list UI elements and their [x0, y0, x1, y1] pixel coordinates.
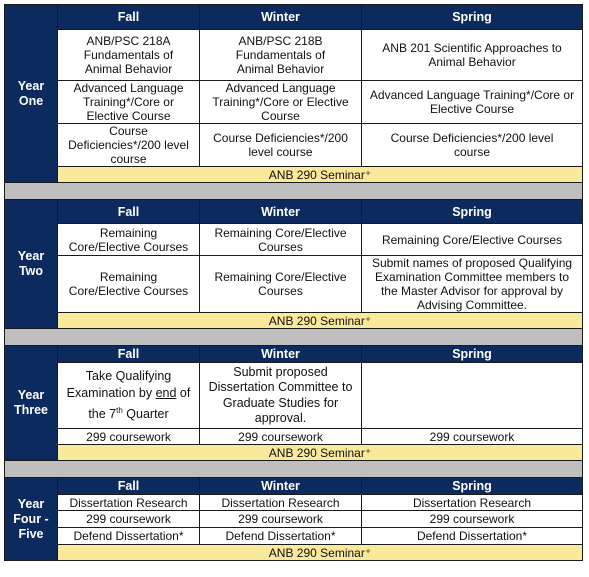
qualifying-text-underlined: end	[155, 385, 177, 400]
separator-band	[5, 183, 583, 200]
course-cell: Dissertation Research	[58, 495, 200, 511]
qualifying-text-part3: Quarter	[122, 407, 169, 422]
table-row	[5, 495, 583, 511]
course-cell: 299 coursework	[58, 511, 200, 528]
year-separator	[5, 461, 583, 478]
course-cell: 299 coursework	[200, 429, 362, 445]
year-separator	[5, 329, 583, 346]
column-header-fall: Fall	[58, 200, 200, 224]
year-separator	[5, 183, 583, 200]
table-row	[5, 363, 583, 429]
column-header-winter: Winter	[200, 200, 362, 224]
course-cell: Advanced Language Training*/Core or Elective Course	[200, 81, 362, 124]
table-row	[5, 81, 583, 124]
year-four-five-header-row	[5, 478, 583, 495]
course-cell: Advanced Language Training*/Core or Elective Course	[58, 81, 200, 124]
column-header-spring: Spring	[362, 200, 583, 224]
course-cell: Dissertation Research	[200, 495, 362, 511]
course-cell: Remaining Core/Elective Courses	[200, 224, 362, 256]
table-row	[5, 511, 583, 528]
course-cell: Course Deficiencies*/200 level course	[362, 124, 583, 167]
year-two-header-row	[5, 200, 583, 224]
seminar-row	[5, 445, 583, 461]
table-row	[5, 30, 583, 81]
table-row	[5, 256, 583, 313]
course-cell: ANB/PSC 218B Fundamentals of Animal Behavior	[200, 30, 362, 81]
column-header-winter: Winter	[200, 478, 362, 495]
course-cell: Defend Dissertation*	[362, 528, 583, 545]
course-cell: Course Deficiencies*/200 level course	[200, 124, 362, 167]
course-cell: Submit names of proposed Qualifying Examination Committee members to the Master Advisor for approval by Advising Committee.	[362, 256, 583, 313]
column-header-fall: Fall	[58, 346, 200, 363]
year-label-year-three: Year Three	[5, 346, 58, 461]
course-cell: Defend Dissertation*	[200, 528, 362, 545]
separator-band	[5, 329, 583, 346]
column-header-fall: Fall	[58, 478, 200, 495]
qualifying-text-part2: of the 7	[88, 385, 191, 422]
qualifying-text-superscript: th	[116, 405, 123, 415]
course-cell: 299 coursework	[362, 511, 583, 528]
year-label-year-four-five: Year Four - Five	[5, 478, 58, 561]
course-cell: Remaining Core/Elective Courses	[58, 224, 200, 256]
year-label-year-two: Year Two	[5, 200, 58, 329]
table-row	[5, 224, 583, 256]
course-cell: ANB/PSC 218A Fundamentals of Animal Behavior	[58, 30, 200, 81]
column-header-fall: Fall	[58, 5, 200, 30]
course-cell: Advanced Language Training*/Core or Elective Course	[362, 81, 583, 124]
year-three-header-row	[5, 346, 583, 363]
qualifying-text-part1: Take Qualifying Examination by	[66, 368, 172, 400]
seminar-row	[5, 545, 583, 561]
seminar-cell: ANB 290 Seminar⁺	[58, 313, 583, 329]
table-row	[5, 528, 583, 545]
course-cell: 299 coursework	[362, 429, 583, 445]
seminar-cell: ANB 290 Seminar⁺	[58, 545, 583, 561]
year-one-header-row	[5, 5, 583, 30]
column-header-spring: Spring	[362, 478, 583, 495]
course-cell: Defend Dissertation*	[58, 528, 200, 545]
qualifying-exam-cell	[58, 363, 200, 429]
seminar-cell: ANB 290 Seminar⁺	[58, 167, 583, 183]
table-row	[5, 429, 583, 445]
course-cell: 299 coursework	[200, 511, 362, 528]
course-cell: ANB 201 Scientific Approaches to Animal Behavior	[362, 30, 583, 81]
course-cell: Dissertation Research	[362, 495, 583, 511]
course-cell: Course Deficiencies*/200 level course	[58, 124, 200, 167]
table-row	[5, 124, 583, 167]
degree-timeline-table	[4, 4, 583, 561]
column-header-winter: Winter	[200, 5, 362, 30]
course-cell: 299 coursework	[58, 429, 200, 445]
course-cell: Remaining Core/Elective Courses	[362, 224, 583, 256]
separator-band	[5, 461, 583, 478]
course-cell: Remaining Core/Elective Courses	[58, 256, 200, 313]
empty-cell	[362, 363, 583, 429]
column-header-winter: Winter	[200, 346, 362, 363]
seminar-cell: ANB 290 Seminar⁺	[58, 445, 583, 461]
column-header-spring: Spring	[362, 5, 583, 30]
seminar-row	[5, 167, 583, 183]
course-cell: Remaining Core/Elective Courses	[200, 256, 362, 313]
year-label-year-one: Year One	[5, 5, 58, 183]
course-cell: Submit proposed Dissertation Committee to Graduate Studies for approval.	[200, 363, 362, 429]
seminar-row	[5, 313, 583, 329]
column-header-spring: Spring	[362, 346, 583, 363]
